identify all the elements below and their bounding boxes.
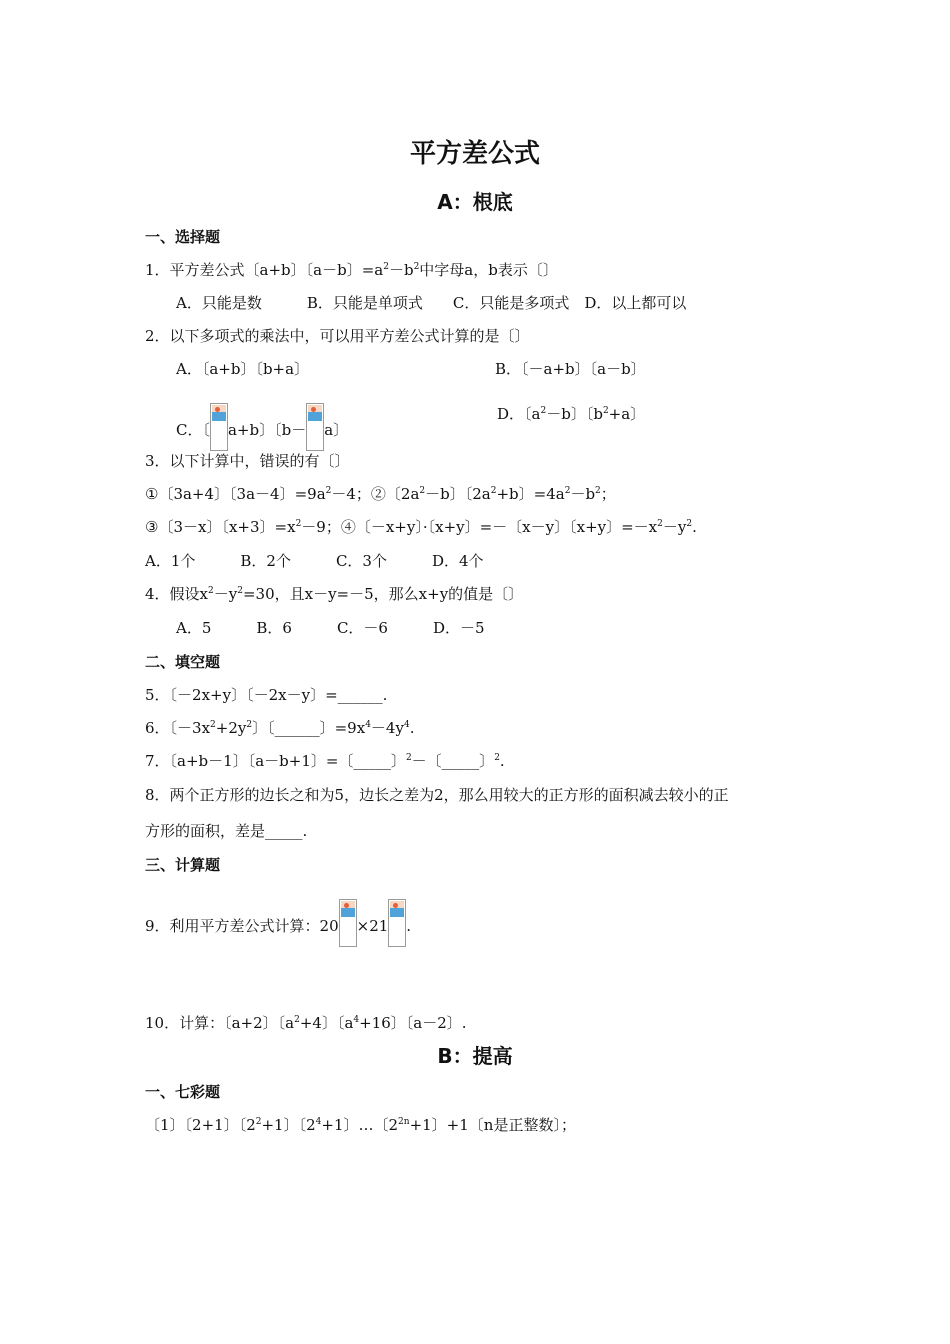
exponent: 2	[255, 1117, 262, 1127]
option-d-text: +a〕	[608, 405, 646, 423]
exponent: 2	[295, 519, 302, 529]
q7-text: －〔_____〕	[411, 752, 495, 770]
question-3: 3．以下计算中，错误的有〔〕	[145, 452, 350, 470]
q7-text: 7．〔a+b－1〕〔a－b+1〕=〔_____〕	[145, 752, 406, 770]
q9-text: 9．利用平方差公式计算：20	[145, 917, 339, 935]
q1-text: －b	[388, 261, 414, 279]
question-4	[145, 583, 523, 604]
q3-text: －4；②〔2a	[331, 485, 420, 503]
exponent: 2	[602, 406, 609, 416]
option-c-text: C．〔	[176, 421, 210, 439]
broken-image-icon	[339, 899, 357, 947]
exponent: 2	[405, 753, 412, 763]
option-c-text: a+b〕〔b－	[227, 421, 307, 439]
q3-text: ③〔3－x〕〔x+3〕=x	[145, 518, 296, 536]
exponent: 2	[419, 486, 426, 496]
page-title: 平方差公式	[409, 139, 540, 169]
part-a-heading: A：根底	[437, 190, 513, 214]
exponent: 2	[595, 486, 601, 496]
q10-text: 10．计算：〔a+2〕〔a	[145, 1014, 295, 1032]
exponent: 2	[246, 720, 253, 730]
q10-text: +4〕〔a	[299, 1014, 354, 1032]
q3-text: ①〔3a+4〕〔3a－4〕=9a	[145, 485, 326, 503]
question-8-line-1: 8．两个正方形的边长之和为5，边长之差为2，那么用较大的正方形的面积减去较小的正	[145, 786, 729, 804]
q3-text: －b〕〔2a	[425, 485, 491, 503]
exponent: 2	[208, 586, 214, 596]
question-3-options: A．1个 B．2个 C．3个 D．4个	[145, 552, 484, 570]
exponent: 2	[490, 486, 497, 496]
broken-image-icon	[388, 899, 406, 947]
b-q1-text: +1〕+1〔n是正整数〕；	[409, 1116, 576, 1134]
part-b-heading: B：提高	[437, 1044, 513, 1068]
q3-text: －9；④〔－x+y〕·〔x+y〕=－〔x－y〕〔x+y〕=－x	[301, 518, 658, 536]
exponent: 2	[413, 262, 420, 272]
section-calc-heading: 三、计算题	[145, 856, 221, 874]
q6-text: －4y	[370, 719, 404, 737]
option-d-text: －b〕〔b	[546, 405, 603, 423]
q6-text: 〕〔______〕=9x	[252, 719, 366, 737]
question-2-option-b: B．〔－a+b〕〔a－b〕	[495, 360, 646, 378]
exponent: 2	[564, 486, 571, 496]
q3-text: ；	[600, 485, 616, 503]
question-1	[145, 259, 558, 280]
exponent: 4	[315, 1117, 322, 1127]
q3-text: +b〕=4a	[496, 485, 565, 503]
question-9	[145, 899, 411, 947]
q3-text: －b	[570, 485, 596, 503]
question-2-option-a: A．〔a+b〕〔b+a〕	[176, 360, 310, 378]
exponent: 2	[657, 519, 663, 529]
exponent: 2	[210, 720, 216, 730]
question-1-options: A．只能是数 B．只能是单项式 C．只能是多项式 D．以上都可以	[176, 294, 687, 312]
exponent: 2n	[398, 1117, 410, 1127]
question-3-line-1	[145, 483, 616, 504]
question-6	[145, 717, 414, 738]
q1-text: 中字母a，b表示〔〕	[419, 261, 558, 279]
exponent: 4	[365, 720, 371, 730]
q6-text: 6．〔－3x	[145, 719, 211, 737]
question-5: 5．〔－2x+y〕〔－2x－y〕=______.	[145, 686, 388, 704]
exponent: 2	[325, 486, 332, 496]
q4-text: －y	[213, 585, 238, 603]
section-choice-heading: 一、选择题	[145, 228, 221, 246]
q3-text: .	[692, 518, 697, 536]
q9-text: .	[406, 917, 412, 935]
broken-image-icon	[306, 403, 324, 451]
question-2: 2．以下多项式的乘法中，可以用平方差公式计算的是〔〕	[145, 327, 530, 345]
question-3-line-2	[145, 516, 697, 537]
b-q1-text: 〔1〕〔2+1〕〔2	[145, 1116, 256, 1134]
question-7	[145, 750, 505, 771]
part-b-question-1	[145, 1114, 576, 1135]
q4-text: =30，且x－y=－5，那么x+y的值是〔〕	[242, 585, 524, 603]
exponent: 4	[403, 720, 410, 730]
broken-image-icon	[210, 403, 228, 451]
question-10	[145, 1012, 467, 1033]
q6-text: +2y	[215, 719, 247, 737]
question-4-options: A．5 B．6 C．－6 D．－5	[176, 619, 485, 637]
q3-text: －y	[662, 518, 687, 536]
question-2-option-d	[497, 403, 645, 424]
q10-text: +16〕〔a－2〕.	[359, 1014, 467, 1032]
question-8-line-2: 方形的面积，差是_____.	[145, 822, 308, 840]
exponent: 2	[294, 1015, 300, 1025]
exponent: 2	[237, 586, 243, 596]
b-q1-text: +1〕…〔2	[321, 1116, 399, 1134]
exponent: 2	[494, 753, 500, 763]
exponent: 2	[383, 262, 389, 272]
q6-text: .	[409, 719, 415, 737]
exponent: 2	[686, 519, 693, 529]
question-2-option-c	[176, 403, 348, 451]
q9-text: ×21	[356, 917, 389, 935]
option-d-text: D．〔a	[497, 405, 541, 423]
b-q1-text: +1〕〔2	[261, 1116, 316, 1134]
q1-text: 1．平方差公式〔a+b〕〔a－b〕=a	[145, 261, 384, 279]
q4-text: 4．假设x	[145, 585, 209, 603]
option-c-text: a〕	[324, 421, 349, 439]
exponent: 2	[540, 406, 547, 416]
section-fill-heading: 二、填空题	[145, 653, 221, 671]
q7-text: .	[499, 752, 505, 770]
section-colorful-heading: 一、七彩题	[145, 1083, 221, 1101]
exponent: 4	[353, 1015, 360, 1025]
